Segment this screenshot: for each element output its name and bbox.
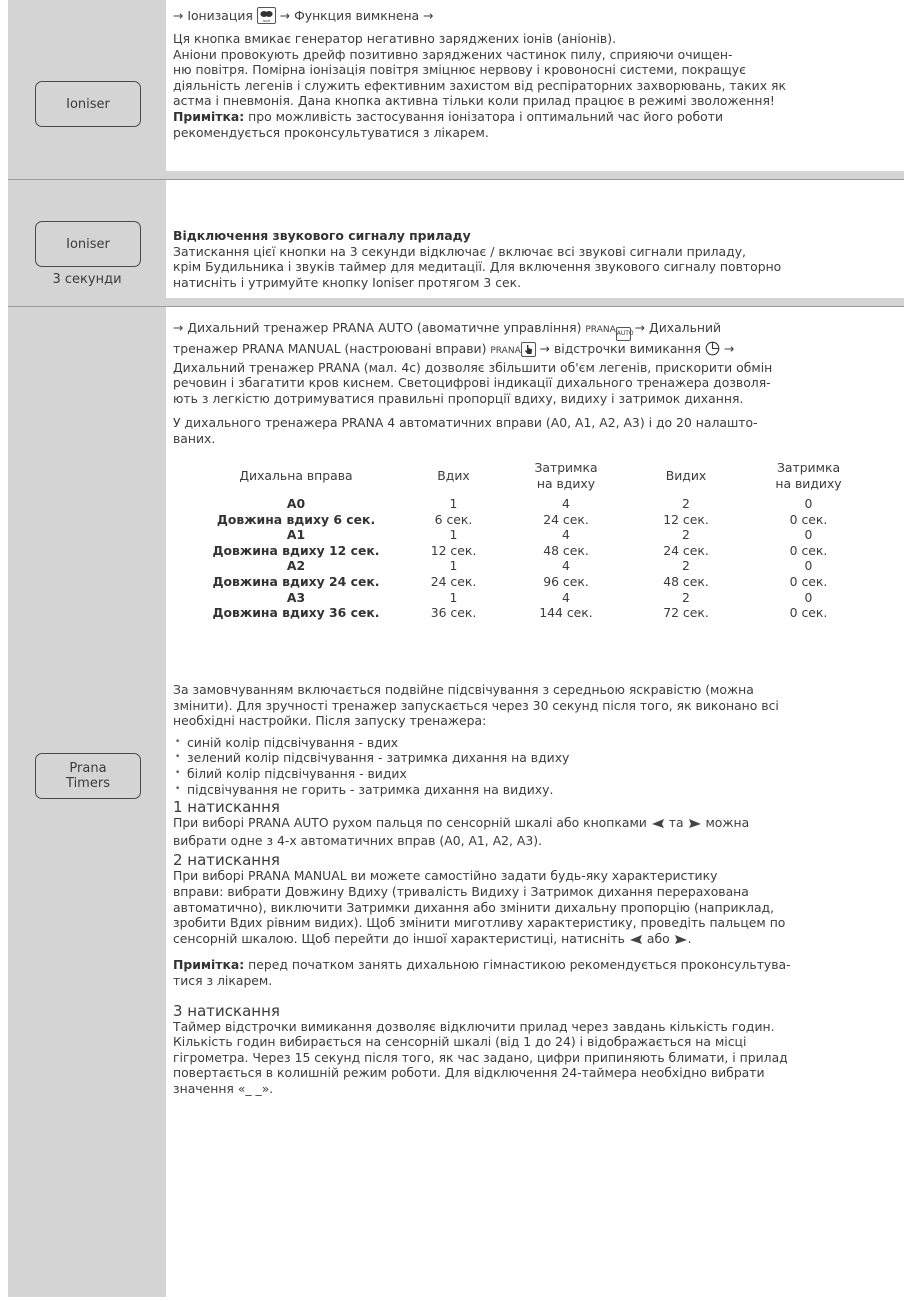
prana-timers-button[interactable]: Prana Timers [35, 753, 141, 799]
ioniser-3s-button[interactable] [35, 221, 141, 267]
table-cell: 72 сек. [663, 605, 709, 621]
table-header: Затримка на вдиху [534, 460, 598, 491]
triangle-left-icon [651, 817, 665, 833]
table-row [186, 605, 876, 621]
exercise-desc: Довжина вдиху 24 сек. [212, 573, 380, 589]
table-row [186, 543, 876, 559]
table-cell: 0 [804, 496, 813, 511]
backlight-list [173, 735, 896, 797]
left-column [8, 0, 166, 171]
right-column [166, 307, 904, 1297]
exercise-desc: Довжина вдиху 36 сек. [212, 605, 380, 621]
timer-clock-icon [705, 341, 720, 360]
table-cell: 144 сек. [539, 605, 593, 621]
table-cell: 48 сек. [543, 542, 589, 558]
table-cell: 1 [449, 558, 458, 574]
section-ioniser-content [173, 7, 896, 140]
table-cell: 4 [562, 589, 570, 605]
table-row [186, 590, 876, 606]
table-header: Дихальна вправа [239, 468, 353, 484]
prana-auto-icon: AUTO [616, 327, 631, 341]
table-row [186, 512, 876, 528]
table-header: Видих [665, 468, 707, 484]
section-ioniser [8, 0, 904, 171]
section-sound-off [8, 179, 904, 298]
table-cell: 48 сек. [663, 573, 709, 589]
prana-note-text: перед початком занять дихальною гімнастикою рекомендується проконсультува- тися з лікарем. [173, 957, 791, 988]
press1-text-c: можна вибрати одне з 4-х автоматичних вправ (A0, A1, A2, A3). [173, 815, 750, 848]
triangle-right-icon [674, 933, 688, 949]
list-item: • білий колір підсвічування - видих [173, 766, 896, 782]
exercise-desc: Довжина вдиху 6 сек. [216, 511, 376, 527]
hold-duration-caption: 3 секунди [52, 272, 122, 287]
table-cell: 1 [449, 527, 458, 543]
table-row [186, 574, 876, 590]
table-cell: 0 сек. [789, 605, 828, 621]
ioniser-description: Ця кнопка вмикає генератор негативно заряджених іонів (аніонів). Аніони провокують дрейф позитивно заряджених частинок пилу, сприяючи очищен- ню повітря. Помірна іонізація повітря зміцнює нервову і кровоносні системи, покращує діяльність легенів і служить ефективним захистом від респіраторних захворювань, таких як астма і пневмонія. Дана кнопка активна тільки коли прилад працює в режимі зволоження! [173, 31, 786, 109]
table-cell: 2 [682, 496, 690, 511]
section-prana-timers [8, 306, 904, 1297]
ioniser-note [173, 109, 896, 140]
exercise-name: A1 [286, 527, 306, 543]
ioniser-note-label: Примітка: [173, 108, 245, 124]
table-cell: 0 [804, 558, 813, 574]
prana-note-label: Примітка: [173, 957, 245, 973]
exercise-name: A2 [286, 558, 306, 574]
table-cell: 24 сек. [663, 542, 709, 558]
triangle-right-icon [688, 817, 702, 833]
ioniser-icon-caption: ionit [262, 19, 271, 23]
sound-off-description: Затискання цієї кнопки на 3 секунди відключає / включає всі звукові сигнали приладу, крім Будильника і звуків таймер для медитації. Для включення звукового сигналу повторно натисніть і утримуйте кнопку Ioniser протягом 3 сек. [173, 243, 782, 290]
table-cell: 0 [804, 527, 813, 543]
prana-intro-part3: → відстрочки вимикання [535, 341, 706, 356]
table-row [186, 527, 876, 543]
table-cell: 1 [449, 496, 458, 511]
press2-text [173, 868, 896, 948]
prana-manual-hand-icon [521, 342, 536, 357]
table-cell: 0 [804, 589, 813, 605]
table-cell: 6 сек. [434, 511, 473, 527]
prana-default-settings: За замовчуванням включається подвійне підсвічування з середньою яскравістю (можна змінити). Для зручності тренажер запускається через 30 секунд після того, як виконано всі необхідні настройки. Після запуску тренажера: [173, 682, 779, 729]
section-sound-off-content [173, 228, 896, 290]
triangle-left-icon [629, 933, 643, 949]
table-row [186, 496, 876, 512]
exercise-table [186, 456, 876, 621]
prana-intro-part4: → Дихальний тренажер PRANA (мал. 4c) дозволяє збільшити об'єм легенів, прискорити обмін речовин і збагатити кров киснем. Светоцифрові індикації дихального тренажера дозволя- ють з легкістю дотримуватися правильні пропорції вдиху, видиху і затримок дихання. [173, 341, 773, 406]
right-column [166, 0, 904, 171]
table-cell: 1 [449, 589, 458, 605]
table-cell: 4 [562, 496, 570, 511]
section-separator [8, 171, 904, 179]
ioniser-button[interactable] [35, 81, 141, 127]
prana-intro-part2: → Дихальний тренажер PRANA MANUAL (настроювані вправи) [173, 320, 722, 356]
press1-heading: 1 натискання [173, 798, 280, 817]
table-cell: 0 сек. [789, 542, 828, 558]
press2-text-b: або [642, 930, 674, 946]
table-cell: 24 сек. [543, 511, 589, 527]
ioniser-3s-button-label: Ioniser [66, 236, 110, 252]
exercise-name: A3 [286, 589, 306, 605]
prana-manual-label: PRANA [490, 346, 521, 356]
table-cell: 12 сек. [430, 542, 477, 558]
section-separator [8, 298, 904, 306]
table-cell: 0 сек. [789, 511, 828, 527]
prana-intro [173, 320, 896, 406]
table-cell: 4 [562, 558, 570, 574]
table-cell: 2 [682, 558, 690, 574]
table-cell: 2 [682, 589, 690, 605]
table-cell: 0 сек. [789, 573, 828, 589]
prana-auto-label: PRANA [585, 325, 616, 335]
left-column [8, 180, 166, 298]
table-cell: 12 сек. [663, 511, 709, 527]
ionisation-header-suffix: → Функция вимкнена → [279, 8, 434, 23]
exercise-name: A0 [286, 496, 306, 511]
press1-text-a: При виборі PRANA AUTO рухом пальця по сенсорній шкалі або кнопками [173, 815, 651, 831]
list-item: • зелений колір підсвічування - затримка дихання на вдиху [173, 750, 896, 766]
prana-exercises-summary: У дихального тренажера PRANA 4 автоматичних вправи (A0, A1, A2, A3) і до 20 налашто- ваних. [173, 415, 758, 446]
ioniser-note-text: про можливість застосування іонізатора і оптимальний час його роботи рекомендується проконсультуватися з лікарем. [173, 108, 724, 140]
ionisation-header-prefix: → Іонизация [173, 8, 253, 23]
ioniser-button-label: Ioniser [66, 96, 110, 112]
table-cell: 24 сек. [430, 573, 477, 589]
table-cell: 4 [562, 527, 570, 543]
press2-text-c: . [687, 930, 692, 946]
exercise-desc: Довжина вдиху 12 сек. [212, 542, 380, 558]
press2-text-a: При виборі PRANA MANUAL ви можете самостійно задати будь-яку характеристику вправи: вибрати Довжину Вдиху (тривалість Видиху і Затримок дихання перерахована автоматично), виключити Затримки дихання або змінити дихальну пропорцію (наприклад, зробити Вдих рівним видих). Щоб змінити миготливу характеристику, проведіть пальцем по сенсорній шкалою. Щоб перейти до іншої характеристиці, натисніть [173, 868, 786, 946]
prana-note [173, 957, 896, 988]
table-header: Вдих [437, 468, 470, 484]
press3-text: Таймер відстрочки вимикання дозволяє відключити прилад через завдань кількість годин. Кількість годин вибирається на сенсорній шкалі (від 1 до 24) і відображається на місці гігрометра. Через 15 секунд після того, як час задано, цифри припиняють блимати, і прилад повертається в колишній режим роботи. Для відключення 24-таймера необхідно вибрати значення «_ _». [173, 1018, 788, 1096]
table-header: Затримка на видиху [775, 460, 842, 491]
section-prana-content [173, 320, 896, 447]
table-row [186, 558, 876, 574]
table-cell: 36 сек. [430, 605, 477, 621]
right-column [166, 180, 904, 298]
table-cell: 2 [682, 527, 690, 543]
press1-text-b: та [664, 815, 688, 831]
sound-off-title: Відключення звукового сигналу приладу [173, 228, 471, 243]
table-header-row [186, 456, 876, 496]
ioniser-icon [257, 7, 276, 24]
list-item: • підсвічування не горить - затримка дихання на видиху. [173, 782, 896, 798]
press3-heading: 3 натискання [173, 1001, 280, 1020]
left-column [8, 307, 166, 1297]
press1-text [173, 815, 896, 848]
press2-heading: 2 натискання [173, 851, 280, 870]
section-prana-content-lower [173, 682, 896, 1096]
instruction-page [8, 0, 904, 1297]
list-item: • синій колір підсвічування - вдих [173, 735, 896, 751]
table-cell: 96 сек. [543, 573, 589, 589]
prana-intro-part1: → Дихальний тренажер PRANA AUTO (авоматичне управління) [173, 320, 586, 335]
